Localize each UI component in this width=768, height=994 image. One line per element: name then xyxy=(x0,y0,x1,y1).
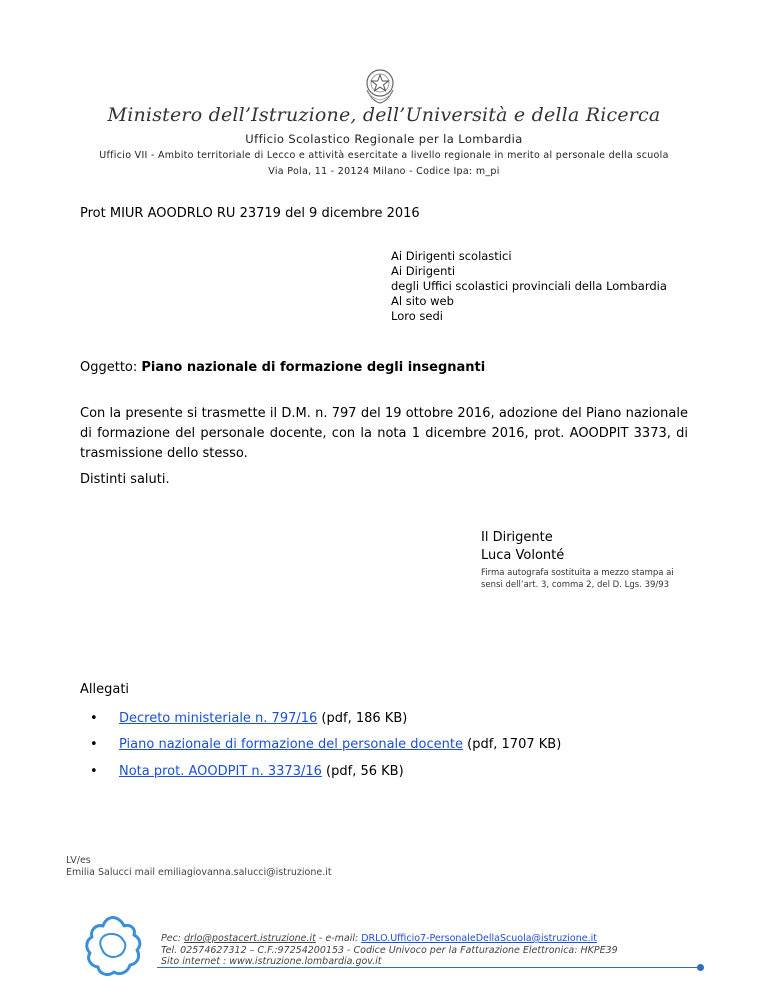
body-paragraph: Con la presente si trasmette il D.M. n. 797 del 19 ottobre 2016, adozione del Piano nazionale di formazione del personale docente, con la nota 1 dicembre 2016, prot. AOODPIT 3373, di trasmissione dello stesso. xyxy=(80,406,688,461)
footer-contacts xyxy=(161,933,618,968)
contact-person: Emilia Salucci mail emiliagiovanna.salucci@istruzione.it xyxy=(66,867,332,878)
recipient-line: Ai Dirigenti scolastici xyxy=(391,249,512,263)
footer-dot-icon xyxy=(697,964,704,971)
email-link[interactable]: DRLO.Ufficio7-PersonaleDellaScuola@istruzione.it xyxy=(361,933,597,944)
attachment-link-nota[interactable]: Nota prot. AOODPIT n. 3373/16 xyxy=(119,764,322,779)
recipient-line: Ai Dirigenti xyxy=(391,264,456,278)
signature-name: Luca Volonté xyxy=(481,548,565,563)
subject-label: Oggetto: xyxy=(80,360,142,375)
recipient-line: degli Uffici scolastici provinciali della Lombardia xyxy=(391,279,667,293)
signature-note: Firma autografa sostituita a mezzo stampa ai sensi dell’art. 3, comma 2, del D. Lgs. 39/93 xyxy=(481,568,674,590)
office-address: Via Pola, 11 - 20124 Milano - Codice Ipa: m_pi xyxy=(268,166,500,177)
list-item xyxy=(90,711,407,726)
regional-office: Ufficio Scolastico Regionale per la Lombardia xyxy=(245,132,523,146)
attachments-label: Allegati xyxy=(80,682,130,697)
attachment-link-piano[interactable]: Piano nazionale di formazione del personale docente xyxy=(119,737,463,752)
attachment-info: (pdf, 186 KB) xyxy=(317,711,408,726)
author-initials-block xyxy=(66,855,332,879)
footer-site: Sito internet : www.istruzione.lombardia.gov.it xyxy=(161,956,382,967)
lombardia-map-icon xyxy=(80,912,150,982)
subject-line xyxy=(80,360,485,375)
author-initials: LV/es xyxy=(66,855,91,866)
office-department: Ufficio VII - Ambito territoriale di Lecco e attività esercitate a livello regionale in merito al personale della scuola xyxy=(99,150,669,161)
list-item xyxy=(90,737,561,752)
attachment-info: (pdf, 56 KB) xyxy=(321,764,404,779)
attachment-info: (pdf, 1707 KB) xyxy=(462,737,562,752)
recipient-line: Al sito web xyxy=(391,294,454,308)
pec-link[interactable]: drlo@postacert.istruzione.it xyxy=(184,933,316,944)
footer-divider xyxy=(157,967,701,968)
italian-republic-emblem-icon xyxy=(362,66,398,106)
email-label: - e-mail: xyxy=(315,933,362,944)
protocol-number: Prot MIUR AOODRLO RU 23719 del 9 dicembre 2016 xyxy=(80,206,420,221)
footer-tel: Tel. 02574627312 – C.F.:97254200153 - Codice Univoco per la Fatturazione Elettronica: HKPE39 xyxy=(161,944,618,956)
recipient-line: Loro sedi xyxy=(391,309,443,323)
ministry-title: Ministero dell’Istruzione, dell’Università e della Ricerca xyxy=(107,104,661,126)
signature-title: Il Dirigente xyxy=(481,530,553,545)
bullet-icon: • xyxy=(90,764,98,779)
bullet-icon: • xyxy=(90,737,98,752)
footer-mail-line xyxy=(161,933,618,945)
list-item xyxy=(90,764,404,779)
closing-greeting: Distinti saluti. xyxy=(80,472,170,487)
bullet-icon: • xyxy=(90,711,98,726)
attachment-link-decreto[interactable]: Decreto ministeriale n. 797/16 xyxy=(119,711,318,726)
subject-text: Piano nazionale di formazione degli insegnanti xyxy=(141,360,486,375)
pec-label: Pec: xyxy=(161,933,185,944)
recipients-block xyxy=(391,249,667,324)
